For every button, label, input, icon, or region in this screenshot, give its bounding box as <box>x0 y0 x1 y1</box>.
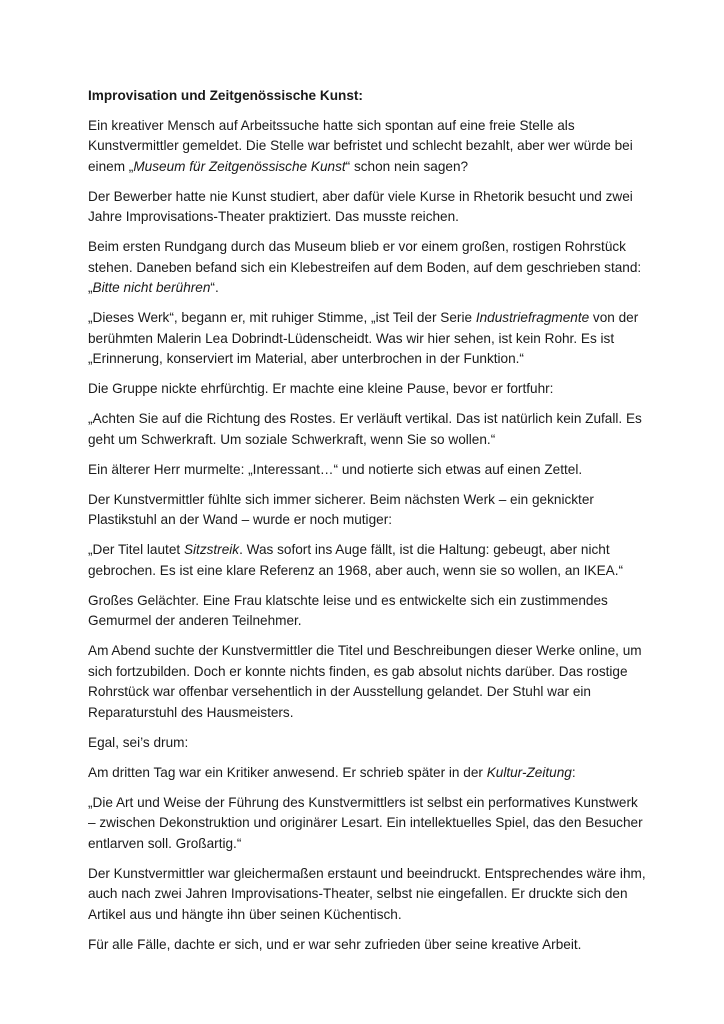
text-run: Die Gruppe nickte ehrfürchtig. Er machte eine kleine Pause, bevor er fortfuhr: <box>88 381 554 396</box>
text-run: Für alle Fälle, dachte er sich, und er war sehr zufrieden über seine kreative Arbeit. <box>88 936 582 952</box>
text-run: „Dieses Werk“, begann er, mit ruhiger Stimme, „ist Teil der Serie <box>88 310 476 325</box>
paragraph <box>88 763 648 784</box>
text-run: Ein älterer Herr murmelte: „Interessant…“ und notierte sich etwas auf einen Zettel. <box>88 461 583 477</box>
paragraph <box>88 864 648 926</box>
text-run: „Die Art und Weise der Führung des Kunstvermittlers ist selbst ein performatives Kunstwerk – zwischen Dekonstruktion und originärer Lesart. Ein intellektuelles Spiel, das den Besucher entlarven soll. Großartig.“ <box>88 794 643 851</box>
paragraph <box>88 540 648 581</box>
italic-text: Kultur-Zeitung <box>486 764 572 780</box>
paragraph <box>88 490 648 531</box>
paragraph <box>88 187 648 228</box>
text-run: : <box>571 764 576 780</box>
text-run: . Was sofort ins Auge fällt, ist die Haltung: gebeugt, aber nicht gebrochen. Es ist eine klare Referenz an 1968, aber auch, wenn sie so wollen, an IKEA.“ <box>88 542 624 578</box>
text-run: Egal, sei’s drum: <box>88 734 189 750</box>
paragraph <box>88 935 648 956</box>
document-page <box>88 86 648 965</box>
paragraph <box>88 409 648 450</box>
paragraph <box>88 237 648 299</box>
text-run: Großes Gelächter. Eine Frau klatschte leise und es entwickelte sich ein zustimmendes Gemurmel der anderen Teilnehmer. <box>88 592 608 628</box>
paragraph <box>88 591 648 632</box>
italic-text: Sitzstreik <box>183 542 240 557</box>
text-run: “. <box>210 280 219 295</box>
paragraph <box>88 116 648 178</box>
paragraph <box>88 308 648 370</box>
text-run: Am Abend suchte der Kunstvermittler die Titel und Beschreibungen dieser Werke online, um sich fortzubilden. Doch er konnte nichts finden, es gab absolut nichts darüber. Das rostige Rohrstück war offenbar versehentlich in der Ausstellung gelandet. Der Stuhl war ein Reparaturstuhl des Hausmeisters. <box>88 643 642 720</box>
text-run: Beim ersten Rundgang durch das Museum blieb er vor einem großen, rostigen Rohrstück stehen. Daneben befand sich ein Klebestreifen auf dem Boden, auf dem geschrieben stand: „ <box>88 239 642 295</box>
document-body <box>88 116 648 956</box>
text-run: “ schon nein sagen? <box>345 158 469 174</box>
paragraph <box>88 460 648 481</box>
text-run: „Achten Sie auf die Richtung des Rostes. Er verläuft vertikal. Das ist natürlich kein Zufall. Es geht um Schwerkraft. Um soziale Schwerkraft, wenn Sie so wollen.“ <box>88 411 642 447</box>
text-run: von der berühmten Malerin Lea Dobrindt-Lüdenscheidt. Was wir hier sehen, ist kein Rohr. Es ist „Erinnerung, konserviert im Material, aber unterbrochen in der Funktion.“ <box>88 310 639 366</box>
paragraph <box>88 641 648 723</box>
italic-text: Industriefragmente <box>475 310 590 325</box>
text-run: „Der Titel lautet <box>88 542 184 557</box>
paragraph <box>88 733 648 754</box>
text-run: Der Kunstvermittler war gleichermaßen erstaunt und beeindruckt. Entsprechendes wäre ihm, auch nach zwei Jahren Improvisations-Theater, selbst nie eingefallen. Er druckte sich den Artikel aus und hängte ihn über seinen Küchentisch. <box>88 865 646 922</box>
paragraph <box>88 793 648 855</box>
text-run: Der Kunstvermittler fühlte sich immer sicherer. Beim nächsten Werk – ein geknickter Plastikstuhl an der Wand – wurde er noch mutiger: <box>88 491 594 527</box>
italic-text: Museum für Zeitgenössische Kunst <box>133 158 346 174</box>
text-run: Der Bewerber hatte nie Kunst studiert, aber dafür viele Kurse in Rhetorik besucht und zwei Jahre Improvisations-Theater praktiziert. Das musste reichen. <box>88 188 633 224</box>
document-title: Improvisation und Zeitgenössische Kunst: <box>88 88 363 103</box>
italic-text: Bitte nicht berühren <box>92 280 211 295</box>
text-run: Am dritten Tag war ein Kritiker anwesend. Er schrieb später in der <box>88 764 487 780</box>
paragraph <box>88 379 648 400</box>
text-run: Ein kreativer Mensch auf Arbeitssuche hatte sich spontan auf eine freie Stelle als Kunstvermittler gemeldet. Die Stelle war befristet und schlecht bezahlt, aber wer würde bei einem „ <box>88 117 633 174</box>
